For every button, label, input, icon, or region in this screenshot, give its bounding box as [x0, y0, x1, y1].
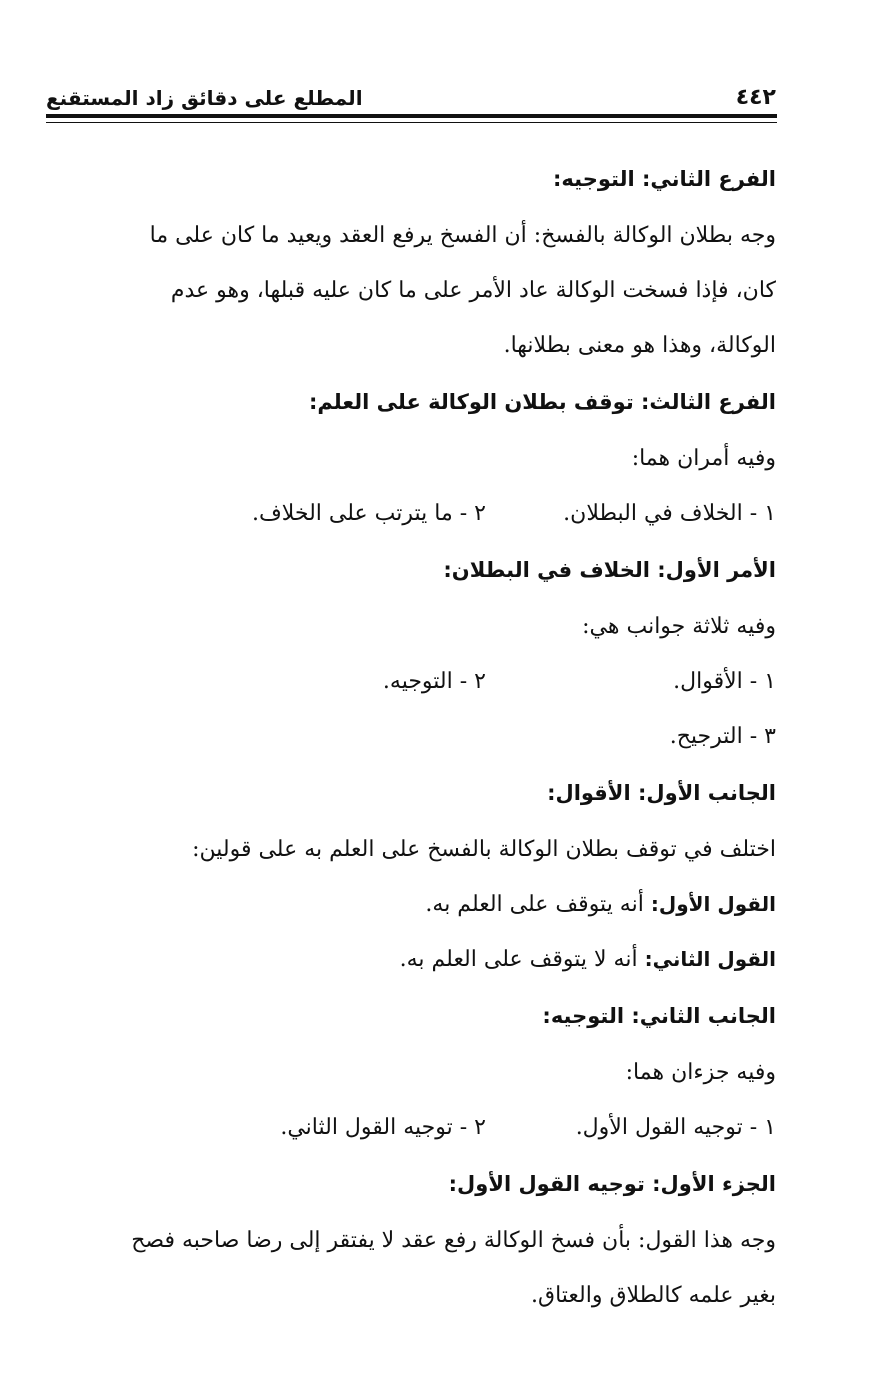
heading-first-matter: الأمر الأول: الخلاف في البطلان: — [443, 558, 776, 582]
page-body — [46, 150, 776, 1323]
heading-side-2: الجانب الثاني: التوجيه: — [542, 1004, 776, 1028]
opinion-2-label: القول الثاني: — [644, 947, 776, 971]
list-item: ١ - الخلاف في البطلان. — [563, 501, 776, 526]
opinion-2 — [46, 932, 776, 987]
intro-three-sides: وفيه ثلاثة جوانب هي: — [582, 614, 776, 639]
list-item: ١ - توجيه القول الأول. — [575, 1115, 776, 1140]
page-number: ٤٤٢ — [735, 85, 776, 110]
list-item: ١ - الأقوال. — [673, 669, 776, 694]
paragraph-2-line-1: وجه هذا القول: بأن فسخ الوكالة رفع عقد لا يفتقر إلى رضا صاحبه فصح — [131, 1228, 776, 1253]
opinion-1-text: أنه يتوقف على العلم به. — [425, 892, 644, 917]
opinion-1 — [46, 877, 776, 932]
disagreement-line: اختلف في توقف بطلان الوكالة بالفسخ على العلم به على قولين: — [192, 837, 776, 862]
list-item: ٢ - التوجيه. — [382, 669, 486, 694]
list-matters — [46, 486, 776, 541]
paragraph-1-line-1: وجه بطلان الوكالة بالفسخ: أن الفسخ يرفع العقد ويعيد ما كان على ما — [149, 223, 776, 248]
heading-branch-3: الفرع الثالث: توقف بطلان الوكالة على العلم: — [308, 390, 776, 414]
list-item: ٢ - توجيه القول الثاني. — [280, 1115, 486, 1140]
list-item: ٢ - ما يترتب على الخلاف. — [251, 501, 486, 526]
paragraph-1-line-3: الوكالة، وهذا هو معنى بطلانها. — [503, 333, 776, 358]
page-header — [46, 70, 776, 110]
list-item: ٣ - الترجيح. — [669, 724, 776, 749]
intro-two-matters: وفيه أمران هما: — [631, 446, 776, 471]
paragraph-2-line-2: بغير علمه كالطلاق والعتاق. — [531, 1283, 776, 1308]
heading-branch-2: الفرع الثاني: التوجيه: — [553, 167, 776, 191]
header-rule-thin — [46, 122, 777, 123]
list-sides — [46, 654, 776, 709]
opinion-2-text: أنه لا يتوقف على العلم به. — [399, 947, 638, 972]
opinion-1-label: القول الأول: — [650, 892, 776, 916]
paragraph-1-line-2: كان، فإذا فسخت الوكالة عاد الأمر على ما كان عليه قبلها، وهو عدم — [170, 278, 776, 303]
intro-two-parts: وفيه جزءان هما: — [625, 1060, 776, 1085]
running-title: المطلع على دقائق زاد المستقنع — [46, 86, 363, 110]
list-parts — [46, 1100, 776, 1155]
header-rule-thick — [46, 114, 777, 118]
heading-part-1: الجزء الأول: توجيه القول الأول: — [448, 1172, 776, 1196]
heading-side-1: الجانب الأول: الأقوال: — [547, 781, 776, 805]
